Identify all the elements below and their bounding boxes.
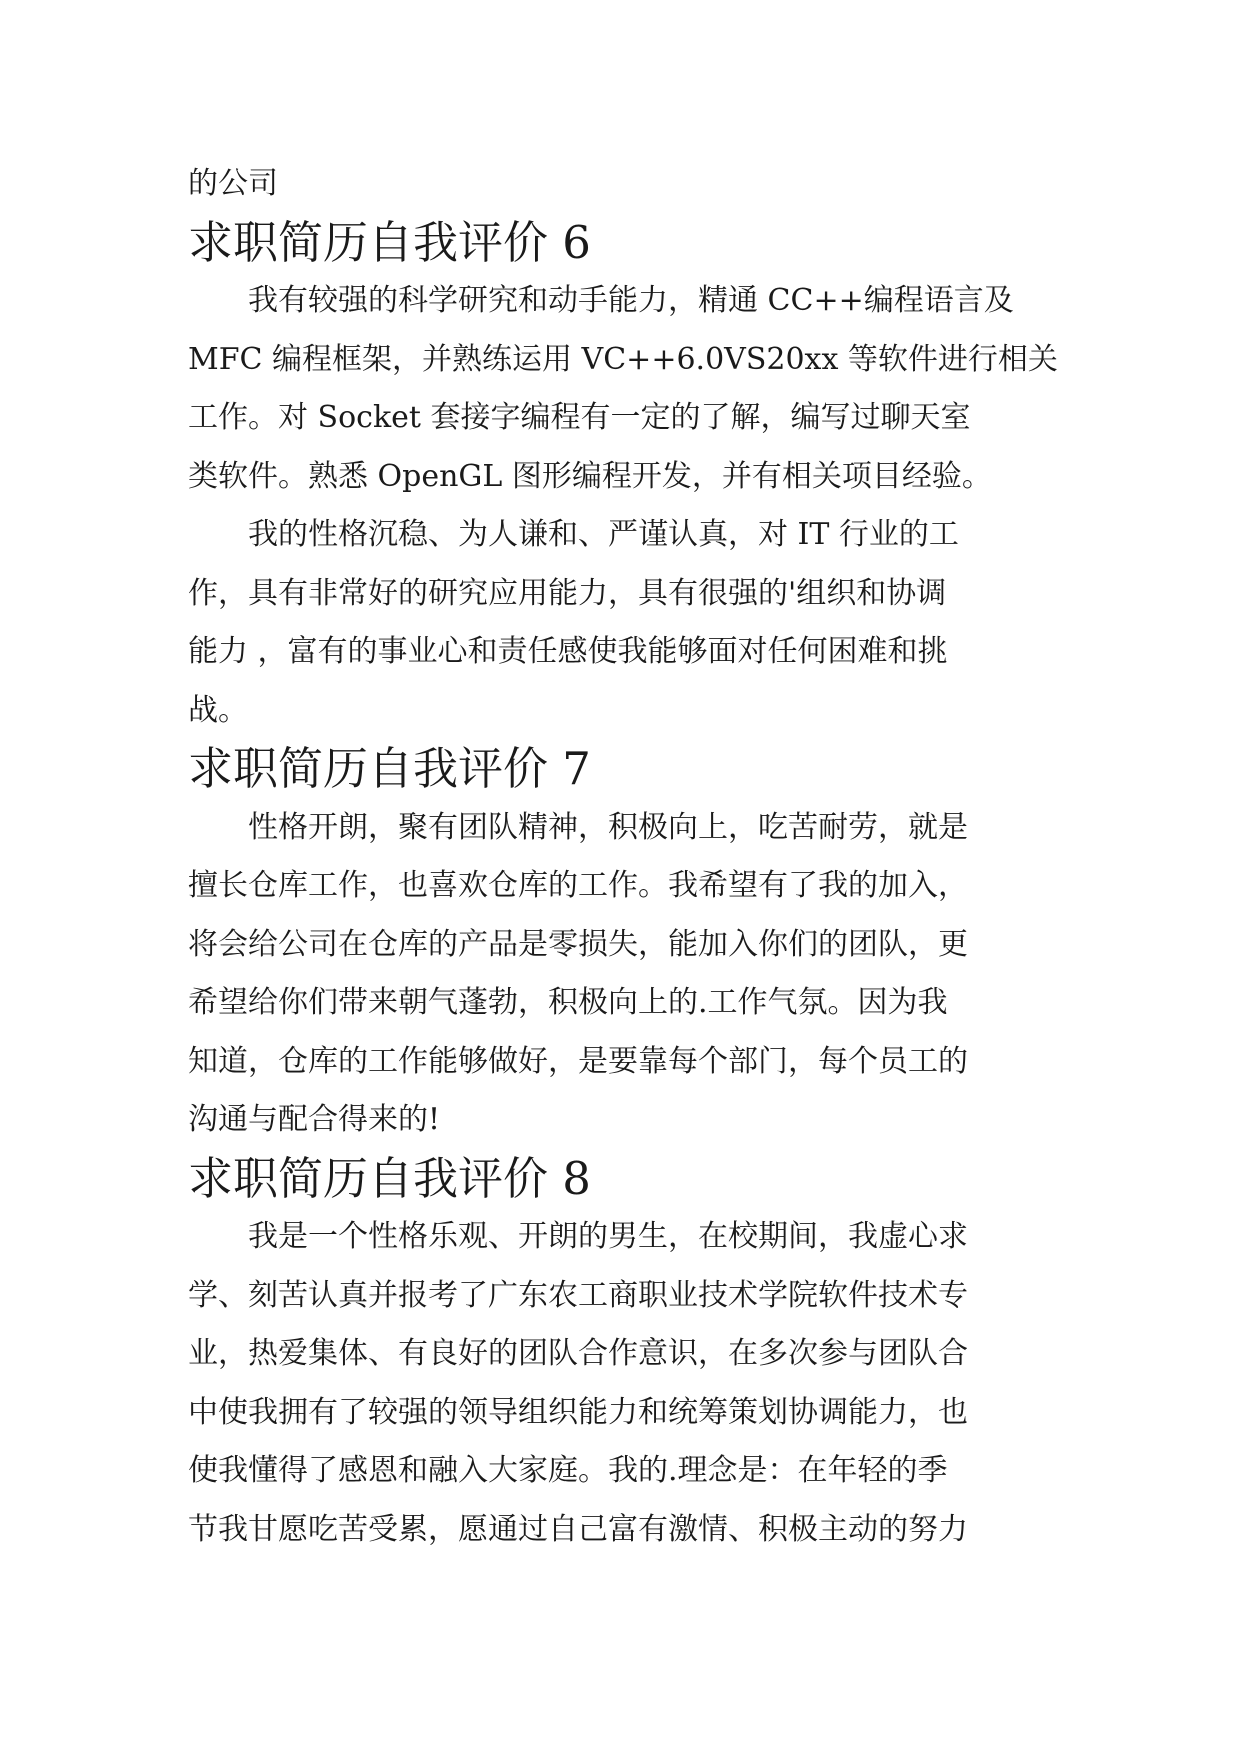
paragraph-line: 我是一个性格乐观、开朗的男生，在校期间，我虚心求 [248,1219,968,1254]
paragraph-line: 沟通与配合得来的! [188,1102,441,1137]
paragraph [188,799,1054,1150]
paragraph-line: 我有较强的科学研究和动手能力，精通 CC++编程语言及 [248,283,1014,318]
paragraph-line: 知道，仓库的工作能够做好，是要靠每个部门，每个员工的 [188,1043,968,1079]
paragraph-line: 业，热爱集体、有良好的团队合作意识，在多次参与团队合 [188,1336,968,1371]
paragraph-line: 类软件。熟悉 OpenGL 图形编程开发，并有相关项目经验。 [188,458,992,494]
paragraph-line: 中使我拥有了较强的领导组织能力和统筹策划协调能力，也 [188,1394,968,1430]
document-body [188,155,1058,1559]
section-heading: 求职简历自我评价 6 [188,215,591,269]
paragraph-line: 使我懂得了感恩和融入大家庭。我的.理念是：在年轻的季 [188,1453,948,1488]
paragraph-line: 能力 ，富有的事业心和责任感使我能够面对任何困难和挑 [188,634,948,669]
section-heading: 求职简历自我评价 7 [188,742,591,795]
paragraph-line: 擅长仓库工作，也喜欢仓库的工作。我希望有了我的加入， [188,868,968,903]
paragraph-line: 作，具有非常好的研究应用能力，具有很强的'组织和协调 [188,575,947,611]
paragraph [188,272,1058,506]
paragraph-line: 学、刻苦认真并报考了广东农工商职业技术学院软件技术专 [188,1277,968,1313]
paragraph [188,506,1054,740]
paragraph-line: 工作。对 Socket 套接字编程有一定的了解，编写过聊天室 [188,400,971,435]
paragraph [188,1208,1054,1559]
paragraph-line: 战。 [188,692,248,728]
lead-line: 的公司 [188,166,278,201]
paragraph-line: 我的性格沉稳、为人谦和、严谨认真，对 IT 行业的工 [248,517,959,552]
paragraph-line: 希望给你们带来朝气蓬勃，积极向上的.工作气氛。因为我 [188,985,948,1020]
section-heading: 求职简历自我评价 8 [188,1151,591,1205]
paragraph-line: 将会给公司在仓库的产品是零损失，能加入你们的团队，更 [188,926,968,962]
paragraph-line: MFC 编程框架，并熟练运用 VC++6.0VS20xx 等软件进行相关 [188,341,1058,377]
paragraph-line: 节我甘愿吃苦受累，愿通过自己富有激情、积极主动的努力 [188,1511,968,1547]
paragraph-line: 性格开朗，聚有团队精神，积极向上，吃苦耐劳，就是 [248,809,968,845]
